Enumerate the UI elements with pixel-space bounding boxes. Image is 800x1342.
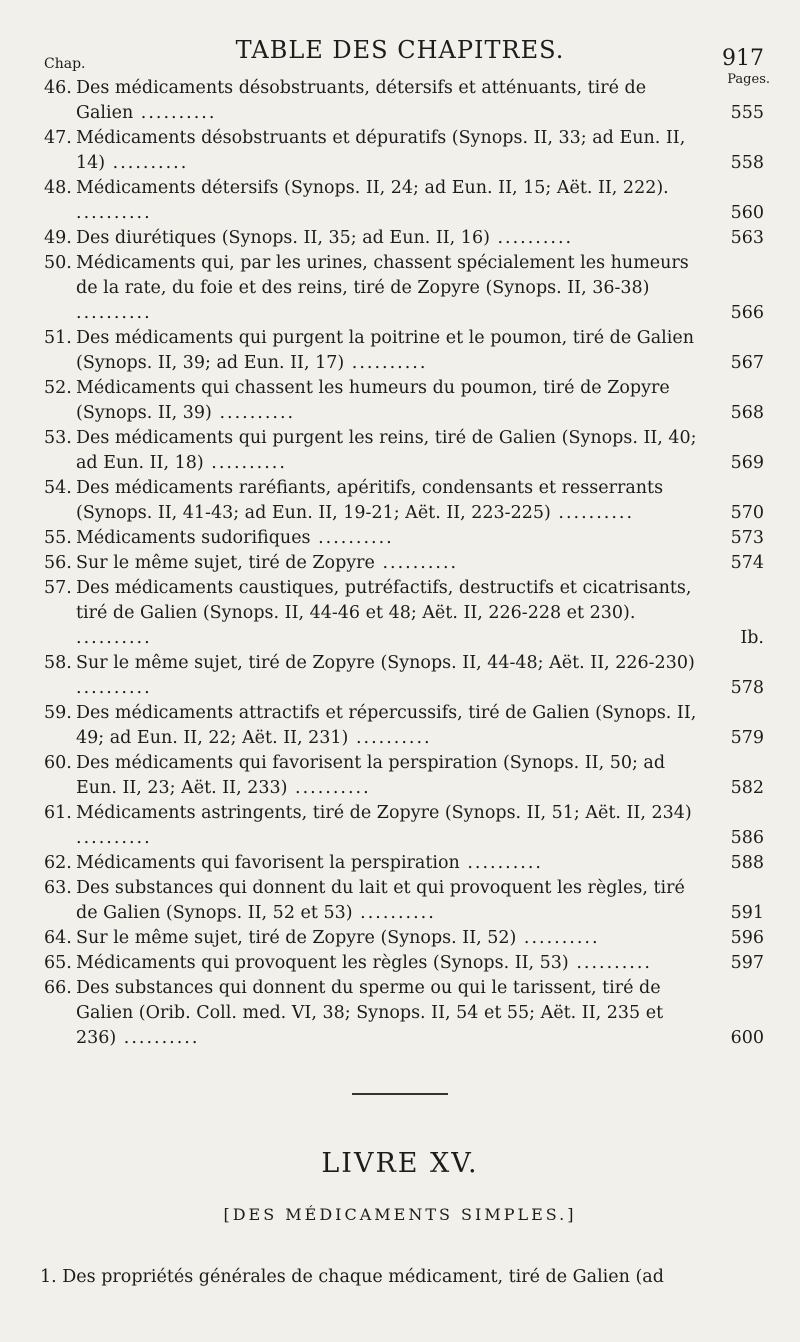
entry-page: 596 bbox=[730, 928, 764, 948]
entry-text: Des médicaments qui favorisent la perspiration (Synops. II, 50; ad Eun. II, 23; Aët. II, 233) .......... bbox=[76, 753, 666, 798]
dot-leader: .......... bbox=[352, 903, 436, 923]
entry-text: Des propriétés générales de chaque médicament, tiré de Galien (ad bbox=[62, 1267, 664, 1287]
toc-entry bbox=[44, 226, 768, 251]
toc-entry bbox=[44, 876, 768, 926]
entry-text: Des médicaments qui purgent les reins, tiré de Galien (Synops. II, 40; ad Eun. II, 18) .......... bbox=[76, 428, 697, 473]
dot-leader: .......... bbox=[116, 1028, 200, 1048]
entry-number: 53. bbox=[44, 428, 72, 448]
entry-page: 566 bbox=[730, 303, 764, 323]
entry-number: 50. bbox=[44, 253, 72, 273]
entry-page: 578 bbox=[730, 678, 764, 698]
dot-leader: .......... bbox=[211, 403, 296, 423]
toc-entry bbox=[44, 576, 768, 651]
entry-page: 586 bbox=[730, 828, 764, 848]
entry-page: 591 bbox=[730, 903, 764, 923]
entry-number: 49. bbox=[44, 228, 72, 248]
toc-entry bbox=[44, 251, 768, 326]
entry-text: Médicaments sudorifiques .......... bbox=[76, 528, 394, 548]
entry-text: Des médicaments désobstruants, détersifs et atténuants, tiré de Galien .......... bbox=[76, 78, 647, 123]
entry-number: 63. bbox=[44, 878, 72, 898]
toc-entry bbox=[44, 976, 768, 1051]
entry-text: Sur le même sujet, tiré de Zopyre (Synops. II, 44-48; Aët. II, 226-230) .......... bbox=[76, 653, 695, 698]
entry-text: Des diurétiques (Synops. II, 35; ad Eun. II, 16) .......... bbox=[76, 228, 574, 248]
toc-entry bbox=[44, 176, 768, 226]
entry-number: 59. bbox=[44, 703, 72, 723]
entry-page: 563 bbox=[730, 228, 764, 248]
running-head: TABLE DES CHAPITRES. bbox=[235, 36, 565, 64]
dot-leader: .......... bbox=[76, 303, 152, 323]
toc-entry bbox=[44, 651, 768, 701]
toc-entry bbox=[44, 851, 768, 876]
book-first-entry bbox=[40, 1265, 760, 1290]
toc-entry bbox=[44, 376, 768, 426]
entry-page: Ib. bbox=[740, 628, 764, 648]
pages-column-label: Pages. bbox=[727, 72, 770, 87]
entry-page: 600 bbox=[730, 1028, 764, 1048]
dot-leader: .......... bbox=[203, 453, 287, 473]
section-divider bbox=[352, 1093, 448, 1095]
dot-leader: .......... bbox=[76, 628, 152, 648]
entry-text: Médicaments qui, par les urines, chassent spécialement les humeurs de la rate, du foie et des reins, tiré de Zopyre (Synops. II, 36-38) .......... bbox=[76, 253, 689, 323]
book-title: LIVRE XV. bbox=[321, 1148, 479, 1179]
entry-number: 57. bbox=[44, 578, 72, 598]
dot-leader: .......... bbox=[105, 153, 189, 173]
toc-entry bbox=[44, 126, 768, 176]
entry-text: Des substances qui donnent du sperme ou qui le tarissent, tiré de Galien (Orib. Coll. med. VI, 38; Synops. II, 54 et 55; Aët. II, 235 et 236) .......... bbox=[76, 978, 664, 1048]
entry-page: 569 bbox=[730, 453, 764, 473]
dot-leader: .......... bbox=[516, 928, 600, 948]
entry-page: 582 bbox=[730, 778, 764, 798]
dot-leader: .......... bbox=[374, 553, 459, 573]
toc-entry bbox=[44, 801, 768, 851]
dot-leader: .......... bbox=[76, 678, 152, 698]
dot-leader: .......... bbox=[459, 853, 543, 873]
entry-page: 555 bbox=[730, 103, 764, 123]
entry-text: Médicaments qui favorisent la perspiration .......... bbox=[76, 853, 543, 873]
book-subtitle: [DES MÉDICAMENTS SIMPLES.] bbox=[223, 1205, 577, 1224]
entry-page: 597 bbox=[730, 953, 764, 973]
dot-leader: .......... bbox=[287, 778, 371, 798]
toc-entry bbox=[44, 951, 768, 976]
dot-leader: .......... bbox=[76, 203, 152, 223]
dot-leader: .......... bbox=[76, 828, 152, 848]
entry-number: 62. bbox=[44, 853, 72, 873]
toc-entry bbox=[44, 426, 768, 476]
chap-column-label: Chap. bbox=[44, 56, 86, 72]
entry-number: 48. bbox=[44, 178, 72, 198]
entry-page: 570 bbox=[730, 503, 764, 523]
entry-number: 66. bbox=[44, 978, 72, 998]
dot-leader: .......... bbox=[133, 103, 217, 123]
entry-text: Médicaments astringents, tiré de Zopyre (Synops. II, 51; Aët. II, 234) .......... bbox=[76, 803, 692, 848]
toc-entry bbox=[44, 551, 768, 576]
page-number: 917 bbox=[722, 46, 764, 71]
entry-text: Des médicaments raréfiants, apéritifs, condensants et resserrants (Synops. II, 41-43; ad Eun. II, 19-21; Aët. II, 223-225) .......... bbox=[76, 478, 664, 523]
entry-page: 574 bbox=[730, 553, 764, 573]
dot-leader: .......... bbox=[489, 228, 574, 248]
entry-number: 54. bbox=[44, 478, 72, 498]
entry-number: 1. bbox=[40, 1267, 57, 1287]
entry-page: 560 bbox=[730, 203, 764, 223]
entry-page: 567 bbox=[730, 353, 764, 373]
entry-page: 558 bbox=[730, 153, 764, 173]
toc-entry bbox=[44, 76, 768, 126]
entry-number: 46. bbox=[44, 78, 72, 98]
entry-text: Médicaments détersifs (Synops. II, 24; ad Eun. II, 15; Aët. II, 222). .......... bbox=[76, 178, 669, 223]
entry-number: 65. bbox=[44, 953, 72, 973]
entry-text: Des médicaments attractifs et répercussifs, tiré de Galien (Synops. II, 49; ad Eun. II, 22; Aët. II, 231) .......... bbox=[76, 703, 697, 748]
toc-entry bbox=[44, 926, 768, 951]
toc-entry bbox=[44, 526, 768, 551]
entry-text: Sur le même sujet, tiré de Zopyre (Synops. II, 52) .......... bbox=[76, 928, 600, 948]
entry-number: 51. bbox=[44, 328, 72, 348]
entry-number: 60. bbox=[44, 753, 72, 773]
toc-entry bbox=[44, 701, 768, 751]
dot-leader: .......... bbox=[344, 353, 428, 373]
toc-entry bbox=[44, 751, 768, 801]
entry-number: 64. bbox=[44, 928, 72, 948]
dot-leader: .......... bbox=[310, 528, 394, 548]
entry-number: 61. bbox=[44, 803, 72, 823]
entry-text: Des substances qui donnent du lait et qui provoquent les règles, tiré de Galien (Synops. II, 52 et 53) .......... bbox=[76, 878, 685, 923]
entry-number: 56. bbox=[44, 553, 72, 573]
entry-page: 588 bbox=[730, 853, 764, 873]
table-of-contents bbox=[44, 76, 768, 1051]
entry-text: Médicaments désobstruants et dépuratifs (Synops. II, 33; ad Eun. II, 14) .......... bbox=[76, 128, 686, 173]
entry-text: Médicaments qui provoquent les règles (Synops. II, 53) .......... bbox=[76, 953, 652, 973]
dot-leader: .......... bbox=[348, 728, 432, 748]
toc-entry bbox=[44, 326, 768, 376]
entry-number: 47. bbox=[44, 128, 72, 148]
entry-number: 58. bbox=[44, 653, 72, 673]
toc-entry bbox=[44, 476, 768, 526]
entry-text: Sur le même sujet, tiré de Zopyre .......... bbox=[76, 553, 459, 573]
dot-leader: .......... bbox=[568, 953, 652, 973]
entry-page: 568 bbox=[730, 403, 764, 423]
entry-number: 55. bbox=[44, 528, 72, 548]
entry-page: 579 bbox=[730, 728, 764, 748]
dot-leader: .......... bbox=[550, 503, 635, 523]
entry-page: 573 bbox=[730, 528, 764, 548]
entry-text: Médicaments qui chassent les humeurs du poumon, tiré de Zopyre (Synops. II, 39) .......... bbox=[76, 378, 670, 423]
entry-text: Des médicaments qui purgent la poitrine et le poumon, tiré de Galien (Synops. II, 39; ad Eun. II, 17) .......... bbox=[76, 328, 694, 373]
entry-text: Des médicaments caustiques, putréfactifs, destructifs et cicatrisants, tiré de Galien (Synops. II, 44-46 et 48; Aët. II, 226-228 et 230). .......... bbox=[76, 578, 692, 648]
entry-number: 52. bbox=[44, 378, 72, 398]
